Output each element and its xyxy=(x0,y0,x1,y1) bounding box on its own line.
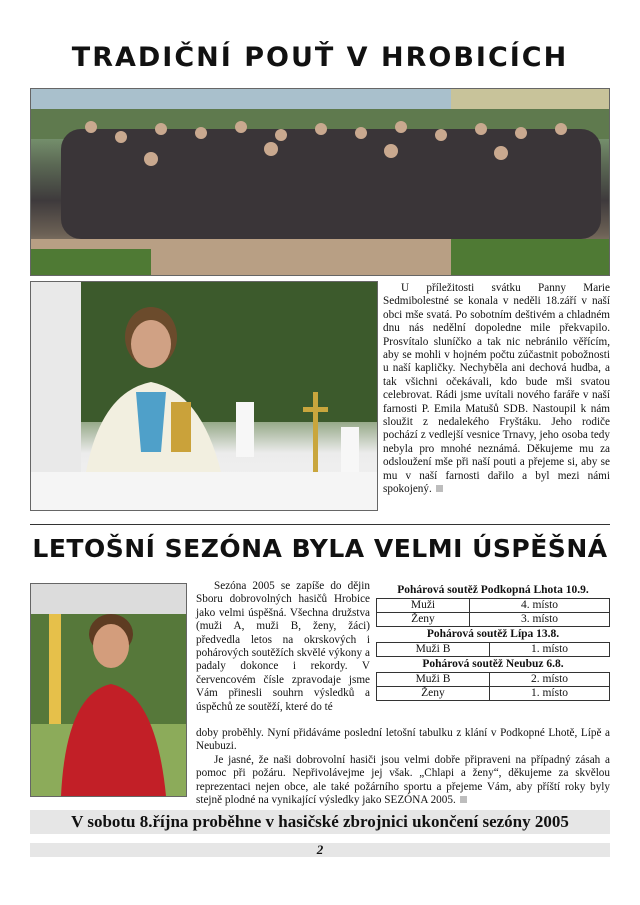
team-cell: Muži B xyxy=(377,643,490,657)
end-mark-icon xyxy=(436,485,443,492)
section-divider xyxy=(30,524,610,525)
place-cell: 1. místo xyxy=(489,687,609,701)
announcement-banner: V sobotu 8.října proběhne v hasičské zbrojnici ukončení sezóny 2005 xyxy=(30,810,610,834)
team-cell: Ženy xyxy=(377,687,490,701)
pilgrimage-body: U příležitosti svátku Panny Marie Sedmibolestné se konala v neděli 18.září v naší obci mše svatá. Po sobotním deštivém a chladném dnu nás nedělní dopoledne mile překvapilo. Prosvítalo sluníčko a tak nic nebránilo věřícím, aby se mohli v hojném počtu zúčastnit pobožnosti u naší kapličky. Nechyběla ani dechová hudba, a tak všichni očekávali, kdo bude mši svatou celebrovat. Rádi jsme uvítali nového faráře v naší farnosti P. Emila Matušů SDB. Nastoupil k nám sloužit z nedalekého Fryštáku. Jeho rodiče pochází z vedlejší vesnice Trnavy, jeho osoba tedy nebyla pro mnohé neznámá. Děkujeme mu za odsloužení mše při naší pouti a přejeme si, aby se mu v naší farnosti dařilo a byl mezi námi spokojený. xyxy=(383,282,610,496)
priest-photo xyxy=(30,281,378,511)
team-cell: Muži B xyxy=(377,673,490,687)
team-cell: Ženy xyxy=(377,613,470,627)
priest-photo-art xyxy=(31,282,377,510)
pilgrimage-article-text xyxy=(383,282,610,497)
page-number: 2 xyxy=(30,843,610,857)
table-row xyxy=(377,599,610,613)
season-body-part2: doby proběhly. Nyní přidáváme poslední letošní tabulku z klání v Podkopné Lhotě, Lípě a Neubuzi. xyxy=(196,727,610,753)
place-cell: 2. místo xyxy=(489,673,609,687)
place-cell: 1. místo xyxy=(489,643,609,657)
results-table xyxy=(376,672,610,701)
firefighter-photo xyxy=(30,583,187,797)
table-row xyxy=(377,643,610,657)
competition-title: Pohárová soutěž Podkopná Lhota 10.9. xyxy=(397,584,589,596)
results-tables xyxy=(376,583,610,701)
season-body-part1: Sezóna 2005 se zapíše do dějin Sboru dobrovolných hasičů Hrobice jako velmi úspěšná. Všechna družstva (muži A, muži B, ženy, žáci) předvedla letos na okrskových i pohárových soutěžích skvělé výkony a padaly dokonce i rekordy. V červencovém čísle zpravodaje jsme Vám přinesli souhrn výsledků a úspěchů ze soutěží, které do té xyxy=(196,580,370,713)
team-cell: Muži xyxy=(377,599,470,613)
table-row xyxy=(377,613,610,627)
season-body-part3: Je jasné, že naši dobrovolní hasiči jsou velmi dobře připraveni na případný zásah a pomoc při požáru. Nepřivolávejme jej však. „Chlapi a ženy“, děkujeme za skvělou reprezentaci nejen obce, ale také požárního sportu a přejeme Vám, aby příští roky byly stejně plodné na vynikající výsledky jako SEZÓNA 2005. xyxy=(196,753,610,807)
crowd-photo xyxy=(30,88,610,276)
competition-title: Pohárová soutěž Neubuz 6.8. xyxy=(422,658,564,670)
table-row xyxy=(377,673,610,687)
end-mark-icon xyxy=(460,796,467,803)
table-row xyxy=(377,687,610,701)
season-article-text-wide xyxy=(196,727,610,807)
results-table xyxy=(376,642,610,657)
season-article-text-col xyxy=(196,580,370,714)
results-table xyxy=(376,598,610,627)
firefighter-photo-art xyxy=(31,584,186,796)
place-cell: 3. místo xyxy=(469,613,609,627)
article-title-season: LETOŠNÍ SEZÓNA BYLA VELMI ÚSPĚŠNÁ xyxy=(32,534,608,563)
article-title-pilgrimage: TRADIČNÍ POUŤ V HROBICÍCH xyxy=(71,42,569,73)
place-cell: 4. místo xyxy=(469,599,609,613)
competition-title: Pohárová soutěž Lípa 13.8. xyxy=(426,628,560,640)
crowd-photo-art xyxy=(31,89,609,275)
